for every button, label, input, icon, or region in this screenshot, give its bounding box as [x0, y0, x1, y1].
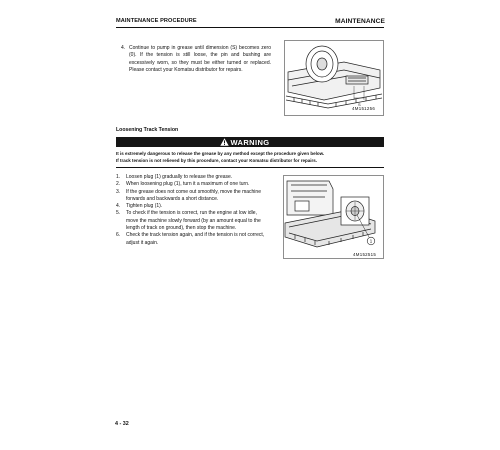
- step-text: To check if the tension is correct, run the engine at low idle, move the machine slowly forward (by an amount equal to the length of track on ground), then stop the machine.: [126, 210, 261, 232]
- list-item: [116, 174, 266, 181]
- step-text: If the grease does not come out smoothly, move the machine forwards and backwards a short distance.: [126, 188, 261, 202]
- header-left-title: MAINTENANCE PROCEDURE: [116, 18, 197, 24]
- step-number: 2.: [116, 181, 121, 188]
- track-idler-figure: [284, 40, 384, 116]
- procedure-steps: [116, 174, 266, 247]
- figure-2-code: 4M152515: [353, 252, 377, 257]
- dimension-s-label: S: [358, 102, 361, 107]
- step-text: Continue to pump in grease until dimension (S) becomes zero (0). If the tension is still loose, the pin and bushing are excessively worn, so they must be either turned or replaced. Please contact your Komatsu distributor for repairs.: [129, 45, 271, 73]
- step-text: When loosening plug (1), turn it a maximum of one turn.: [126, 181, 250, 188]
- list-item: [116, 189, 266, 204]
- warning-text-line-1: It is extremely dangerous to release the grease by any method except the procedure given below.: [116, 151, 325, 156]
- list-item: [116, 232, 266, 247]
- grease-plug-figure: [283, 175, 384, 259]
- step-number: 6.: [116, 232, 121, 239]
- step-text: Check the track tension again, and if the tension is not correct, adjust it again.: [126, 232, 265, 246]
- figure-1-code: 4M151256: [352, 106, 376, 111]
- header-right-title: MAINTENANCE: [335, 18, 385, 25]
- step-number: 1.: [116, 174, 121, 180]
- warning-banner: [116, 137, 384, 147]
- warning-label: WARNING: [230, 138, 270, 147]
- list-item: [116, 181, 266, 188]
- step-number: 4.: [116, 203, 121, 210]
- header-rule: [116, 27, 384, 28]
- warning-rule: [116, 167, 384, 168]
- step-text: Loosen plug (1) gradually to release the grease.: [126, 174, 233, 180]
- step-text: Tighten plug (1).: [126, 203, 163, 210]
- section-title: Loosening Track Tension: [116, 127, 179, 133]
- list-item: [116, 203, 266, 210]
- step-number: 4.: [121, 45, 126, 51]
- warning-text-line-2: If track tension is not relieved by this procedure, contact your Komatsu distributor for repairs.: [116, 158, 318, 163]
- page-number: 4 - 32: [115, 421, 129, 427]
- step-4-block: [121, 45, 271, 74]
- list-item: [116, 210, 266, 232]
- step-number: 3.: [116, 188, 121, 195]
- plug-callout-label: 1: [369, 238, 373, 244]
- step-number: 5.: [116, 210, 121, 217]
